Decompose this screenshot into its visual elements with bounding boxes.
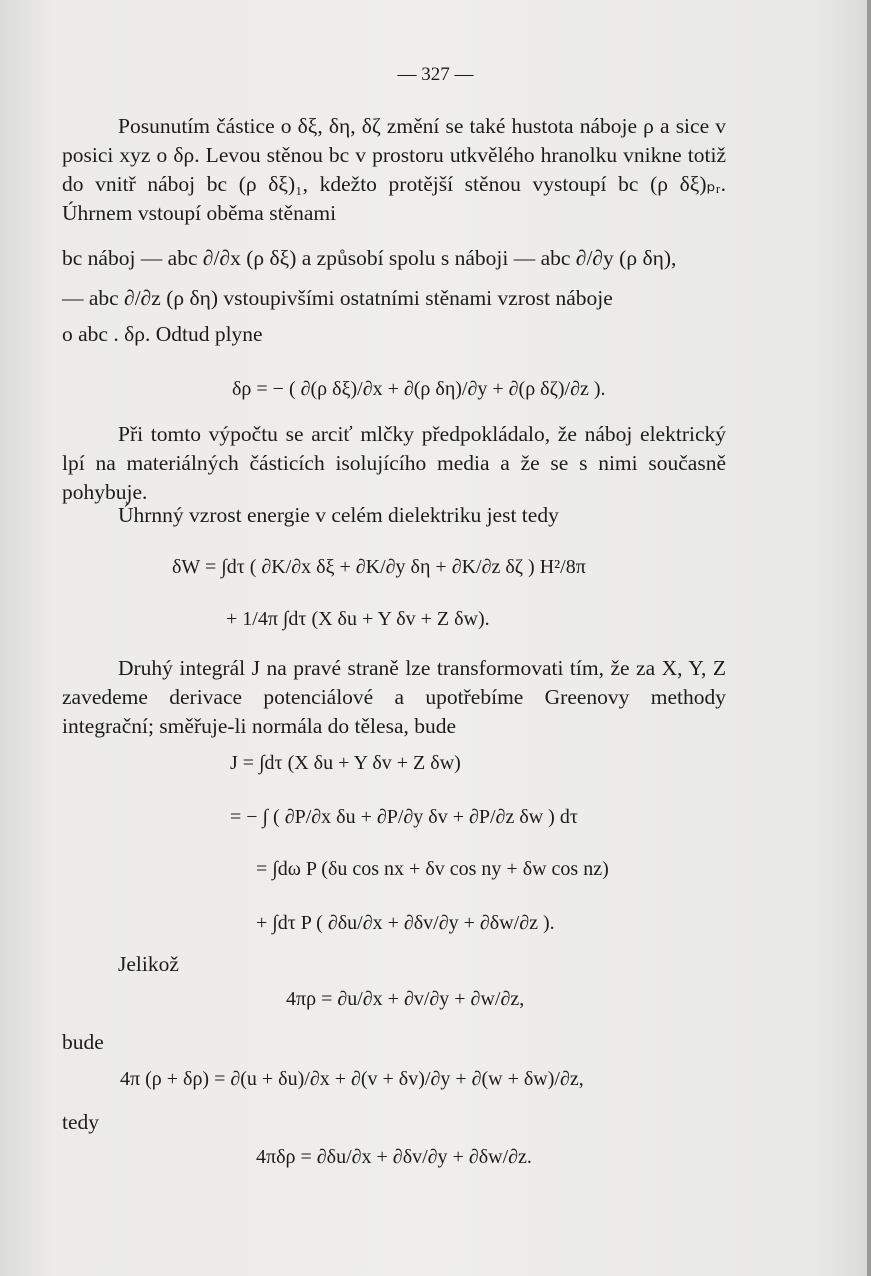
word-bude: bude: [62, 1030, 104, 1054]
paragraph-4: Druhý integrál J na pravé straně lze transformovati tím, že za X, Y, Z zavedeme derivace potenciálové a upotřebíme Greenovy methody integrační; směřuje-li normála do tělesa, bude: [62, 656, 726, 738]
page-number: — 327 —: [397, 64, 474, 85]
equation-4pi-delta-rho: 4πδρ = ∂δu/∂x + ∂δv/∂y + ∂δw/∂z.: [256, 1146, 532, 1168]
equation-delta-w-2: + 1/4π ∫dτ (X δu + Y δv + Z δw).: [226, 608, 490, 630]
equation-j-2: = − ∫ ( ∂P/∂x δu + ∂P/∂y δv + ∂P/∂z δw ) dτ: [230, 806, 578, 828]
equation-delta-rho: δρ = − ( ∂(ρ δξ)/∂x + ∂(ρ δη)/∂y + ∂(ρ δζ)/∂z ).: [232, 378, 606, 400]
equation-j-3: = ∫dω P (δu cos nx + δv cos ny + δw cos nz): [256, 858, 609, 880]
page-edge: [867, 0, 871, 1276]
paragraph-1: Posunutím částice o δξ, δη, δζ změní se také hustota náboje ρ a sice v posici xyz o δρ. Levou stěnou bc v prostoru utkvělého hranolku vnikne totiž do vnitř náboj bc (ρ δξ)₁, kdežto protější stěnou vystoupí bc (ρ δξ)ₚᵣ. Úhrnem vstoupí oběma stěnami: [62, 114, 726, 225]
word-tedy: tedy: [62, 1110, 100, 1134]
line-bc-naboj: bc náboj — abc ∂/∂x (ρ δξ) a způsobí spolu s náboji — abc ∂/∂y (ρ δη),: [62, 246, 677, 270]
equation-4pi-rho-delta: 4π (ρ + δρ) = ∂(u + δu)/∂x + ∂(v + δv)/∂y + ∂(w + δw)/∂z,: [120, 1068, 584, 1090]
equation-j-4: + ∫dτ P ( ∂δu/∂x + ∂δv/∂y + ∂δw/∂z ).: [256, 912, 555, 934]
line-abc-z: — abc ∂/∂z (ρ δη) vstoupivšími ostatními stěnami vzrost náboje: [62, 286, 613, 310]
word-jelikoz: Jelikož: [118, 952, 179, 976]
paragraph-2: Při tomto výpočtu se arciť mlčky předpokládalo, že náboj elektrický lpí na materiálných částicích isolujícího media a že se s nimi současně pohybuje.: [62, 422, 726, 504]
equation-4pi-rho: 4πρ = ∂u/∂x + ∂v/∂y + ∂w/∂z,: [286, 988, 525, 1010]
equation-delta-w-1: δW = ∫dτ ( ∂K/∂x δξ + ∂K/∂y δη + ∂K/∂z δζ ) H²/8π: [172, 556, 586, 578]
line-odtud-plyne: o abc . δρ. Odtud plyne: [62, 322, 263, 346]
paragraph-3: Úhrnný vzrost energie v celém dielektriku jest tedy: [118, 503, 559, 527]
equation-j-1: J = ∫dτ (X δu + Y δv + Z δw): [230, 752, 461, 774]
